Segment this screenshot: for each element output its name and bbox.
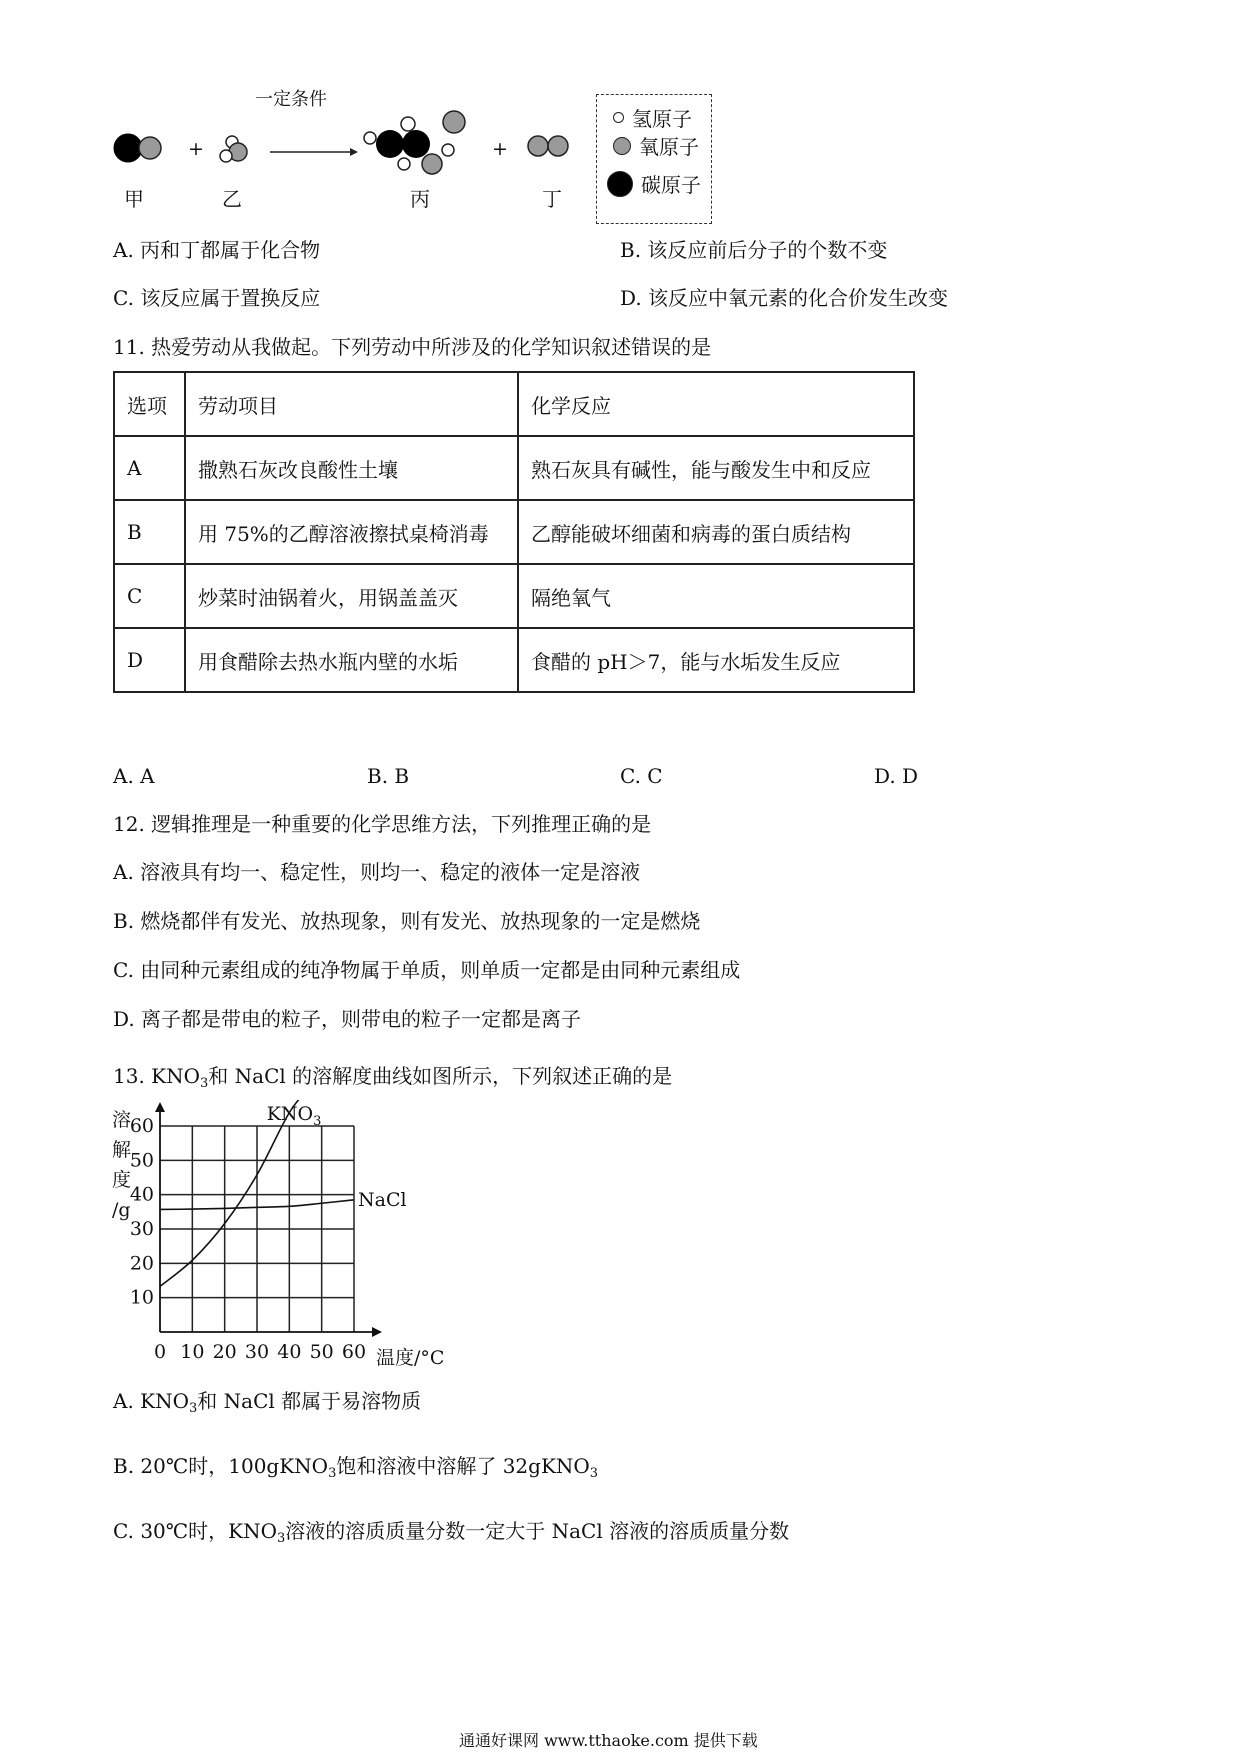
x-tick-label: 30 [244,1341,270,1363]
q12-option-d[interactable]: D. 离子都是带电的粒子，则带电的粒子一定都是离子 [113,1007,582,1031]
hydrogen-atom [220,150,232,162]
q13-option-c[interactable] [113,1519,790,1546]
atom-legend [596,94,712,224]
table-row [114,500,914,564]
y-label-char: 度 [112,1169,132,1191]
option-text: 饱和溶液中溶解了 32gKNO [336,1454,590,1478]
table-cell: 炒菜时油锅着火，用锅盖盖灭 [185,564,518,628]
option-text: 30℃时，KNO [140,1519,277,1543]
table-cell: C [114,564,185,628]
option-text: 溶液的溶质质量分数一定大于 NaCl 溶液的溶质质量分数 [285,1519,790,1543]
x-tick-label: 60 [341,1341,367,1363]
y-tick-label: 40 [129,1183,154,1206]
header-cell: 劳动项目 [185,372,518,436]
option-prefix: B. [113,1454,135,1478]
page-footer[interactable]: 通通好课网 www.tthaoke.com 提供下载 [459,1731,758,1750]
x-tick-label: 10 [180,1341,205,1363]
legend-label: 氢原子 [632,107,692,131]
q11-option-a[interactable]: A. A [113,764,155,788]
table-cell: 熟石灰具有碱性，能与酸发生中和反应 [518,436,914,500]
arrow-head [350,148,358,156]
series-label-kno3 [267,1103,322,1129]
header-cell: 选项 [114,372,185,436]
q12-option-a[interactable]: A. 溶液具有均一、稳定性，则均一、稳定的液体一定是溶液 [113,860,641,884]
x-tick-label: 0 [153,1341,167,1363]
table-row [114,628,914,692]
table-cell: 用食醋除去热水瓶内壁的水垢 [185,628,518,692]
table-cell: 隔绝氧气 [518,564,914,628]
legend-label: 碳原子 [641,173,701,197]
hydrogen-atom [442,144,454,156]
legend-oxygen [613,131,699,160]
y-tick-label: 10 [129,1286,154,1309]
q11-option-b[interactable]: B. B [367,764,410,788]
hydrogen-atom [398,158,410,170]
x-axis-label: 温度/°C [376,1347,445,1369]
gray-circle-icon [613,137,631,155]
solubility-chart [108,1100,528,1370]
white-circle-icon [613,112,624,123]
legend-hydrogen [613,103,692,132]
table-cell: 撒熟石灰改良酸性土壤 [185,436,518,500]
y-axis-arrow [155,1102,165,1112]
carbon-atom [114,134,142,162]
y-axis-label [112,1109,131,1221]
table-header-row [114,372,914,436]
kno3-formula: KNO [140,1389,190,1413]
plus-sign: + [188,138,204,160]
label-jia: 甲 [124,187,144,211]
table-cell: A [114,436,185,500]
subscript: 3 [313,1114,322,1129]
y-tick-label: 50 [129,1149,154,1172]
option-text: 和 NaCl 都属于易溶物质 [197,1389,422,1413]
q12-stem: 12. 逻辑推理是一种重要的化学思维方法，下列推理正确的是 [113,812,652,836]
q12-option-c[interactable]: C. 由同种元素组成的纯净物属于单质，则单质一定都是由同种元素组成 [113,958,741,982]
series-label-nacl: NaCl [358,1188,407,1211]
y-label-char: /g [112,1199,131,1221]
y-tick-label: 20 [129,1252,154,1275]
q13-option-b[interactable] [113,1454,599,1481]
table-cell: 乙醇能破坏细菌和病毒的蛋白质结构 [518,500,914,564]
q11-stem: 11. 热爱劳动从我做起。下列劳动中所涉及的化学知识叙述错误的是 [113,335,712,359]
hydrogen-atom [401,117,415,131]
table-cell: 用 75%的乙醇溶液擦拭桌椅消毒 [185,500,518,564]
plus-sign: + [492,138,508,160]
arrow-condition: 一定条件 [255,89,327,110]
q13-option-a[interactable] [113,1389,422,1416]
option-text: 20℃时，100gKNO [140,1454,329,1478]
black-circle-icon [607,171,633,197]
subscript: 3 [328,1466,337,1481]
q12-option-b[interactable]: B. 燃烧都伴有发光、放热现象，则有发光、放热现象的一定是燃烧 [113,909,701,933]
y-label-char: 解 [112,1139,132,1161]
y-tick-label: 60 [129,1115,154,1137]
x-tick-label: 50 [309,1341,334,1363]
q13-stem-text: 和 NaCl 的溶解度曲线如图所示，下列叙述正确的是 [208,1064,673,1088]
label-ding: 丁 [542,187,562,211]
q10-option-c[interactable]: C. 该反应属于置换反应 [113,286,321,310]
header-cell: 化学反应 [518,372,914,436]
oxygen-atom [422,154,442,174]
label-bing: 丙 [410,187,430,211]
label-yi: 乙 [222,187,242,211]
q10-option-d[interactable]: D. 该反应中氧元素的化合价发生改变 [620,286,949,310]
q13-stem [113,1064,673,1091]
q11-option-c[interactable]: C. C [620,764,663,788]
x-axis-arrow [372,1327,382,1337]
table-row [114,564,914,628]
table-cell: D [114,628,185,692]
option-prefix: C. [113,1519,134,1543]
hydrogen-atom [364,132,376,144]
q10-option-a[interactable]: A. 丙和丁都属于化合物 [113,238,321,262]
subscript: 3 [589,1466,599,1481]
kno3-formula: KNO [151,1064,201,1088]
legend-carbon [607,169,701,198]
q11-option-d[interactable]: D. D [874,764,919,788]
y-tick-label: 30 [129,1218,154,1240]
x-tick-label: 40 [277,1341,302,1363]
q10-option-b[interactable]: B. 该反应前后分子的个数不变 [620,238,888,262]
subscript: 3 [200,1076,209,1091]
subscript: 3 [276,1531,286,1546]
oxygen-atom [139,137,161,159]
series-name: KNO [266,1103,314,1125]
legend-label: 氧原子 [639,135,699,159]
table-cell: B [114,500,185,564]
tick-layer [130,1115,366,1363]
carbon-atom [376,130,404,158]
q13-number: 13. [113,1064,145,1088]
labor-table [113,371,915,693]
oxygen-atom [528,136,548,156]
oxygen-atom [548,136,568,156]
x-tick-label: 20 [212,1341,237,1363]
table-row [114,436,914,500]
grid-layer [155,1102,382,1337]
subscript: 3 [189,1401,198,1416]
y-label-char: 溶 [112,1109,132,1131]
carbon-atom [402,130,430,158]
table-cell: 食醋的 pH＞7，能与水垢发生反应 [518,628,914,692]
oxygen-atom [443,111,465,133]
option-prefix: A. [113,1389,134,1413]
